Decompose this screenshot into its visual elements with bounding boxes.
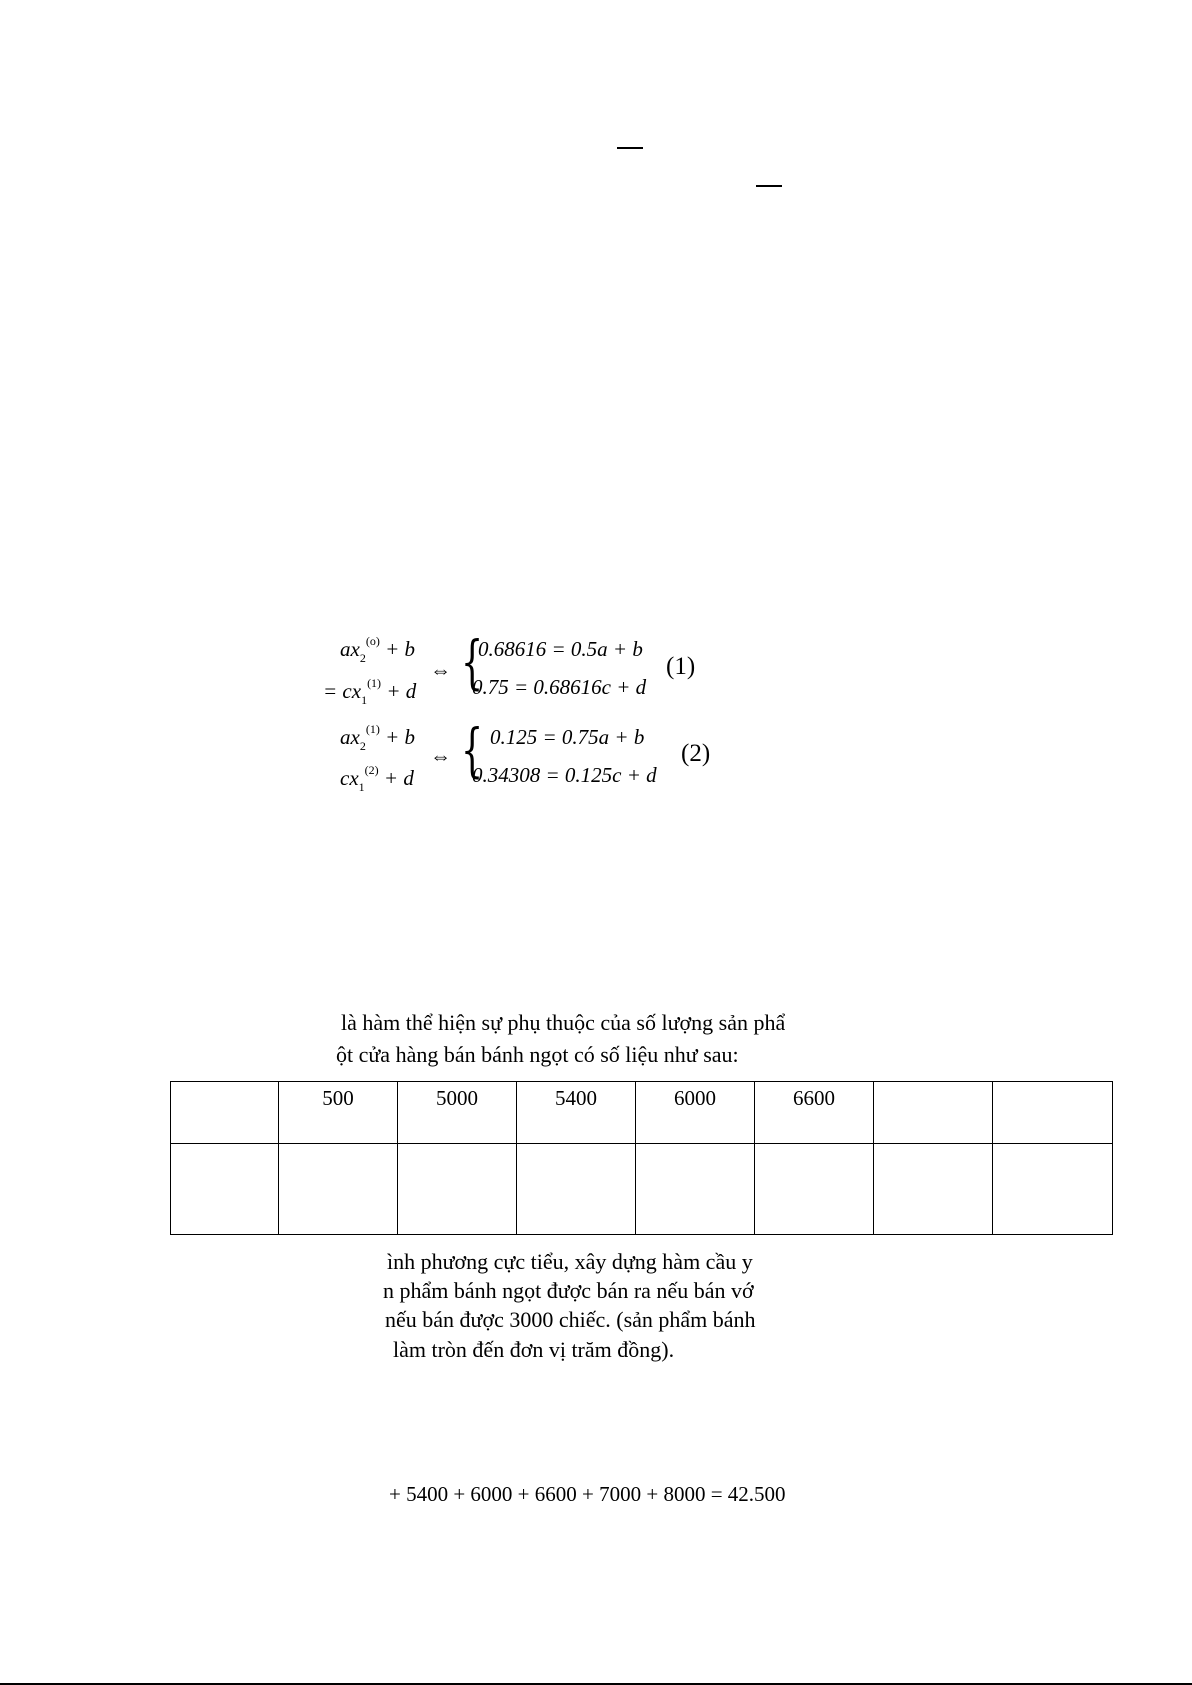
table-cell — [517, 1144, 636, 1235]
intro-line-1: là hàm thể hiện sự phụ thuộc của số lượng sản phẩ — [341, 1010, 786, 1035]
intro-line-2: ột cửa hàng bán bánh ngọt có số liệu như sau: — [336, 1042, 739, 1067]
eq1-iff: ⇔ — [430, 658, 451, 682]
task-line-1: ình phương cực tiểu, xây dựng hàm cầu y — [387, 1249, 753, 1274]
eq2-right-top: 0.125 = 0.75a + b — [490, 725, 645, 749]
eq2-tag: (2) — [681, 740, 711, 767]
table-row — [171, 1144, 1113, 1235]
eq1-brace: { — [461, 628, 484, 696]
table-cell — [398, 1144, 517, 1235]
table-cell: 5400 — [517, 1082, 636, 1144]
task-line-2: n phẩm bánh ngọt được bán ra nếu bán vớ — [383, 1278, 754, 1303]
eq2-right-bottom: 0.34308 = 0.125c + d — [472, 763, 657, 787]
table-cell: 6000 — [636, 1082, 755, 1144]
table-cell — [636, 1144, 755, 1235]
eq2-left-bottom: $cx_1^{(2)} + d$ — [340, 763, 414, 794]
eq1-right-top: 0.68616 = 0.5a + b — [478, 637, 643, 661]
task-line-3: nếu bán được 3000 chiếc. (sản phẩm bánh — [385, 1307, 756, 1332]
table-row — [171, 1082, 1113, 1144]
fraction-bar — [756, 185, 782, 187]
data-table — [170, 1081, 1113, 1235]
table-cell — [755, 1144, 874, 1235]
table-cell — [171, 1082, 279, 1144]
table-cell — [993, 1082, 1113, 1144]
eq2-left-top: $ax_2^{(1)} + b$ — [340, 722, 415, 753]
table-cell — [874, 1082, 993, 1144]
table-cell: 6600 — [755, 1082, 874, 1144]
table-cell — [993, 1144, 1113, 1235]
eq2-iff: ⇔ — [430, 744, 451, 768]
eq2-brace: { — [461, 716, 484, 784]
table-cell: 5000 — [398, 1082, 517, 1144]
fraction-bar — [617, 147, 643, 149]
eq1-right-bottom: 0.75 = 0.68616c + d — [472, 675, 647, 699]
eq1-left-bottom: = $cx_1^{(1)} + d$ — [323, 676, 417, 707]
table-cell — [874, 1144, 993, 1235]
eq1-left-top: $ax_2^{(o)} + b$ — [340, 634, 415, 665]
sum-equation: + 5400 + 6000 + 6600 + 7000 + 8000 = 42.500 — [389, 1482, 786, 1506]
table-cell — [279, 1144, 398, 1235]
table-cell — [171, 1144, 279, 1235]
task-line-4: làm tròn đến đơn vị trăm đồng). — [393, 1337, 675, 1362]
table-cell: 500 — [279, 1082, 398, 1144]
eq1-tag: (1) — [666, 653, 696, 680]
